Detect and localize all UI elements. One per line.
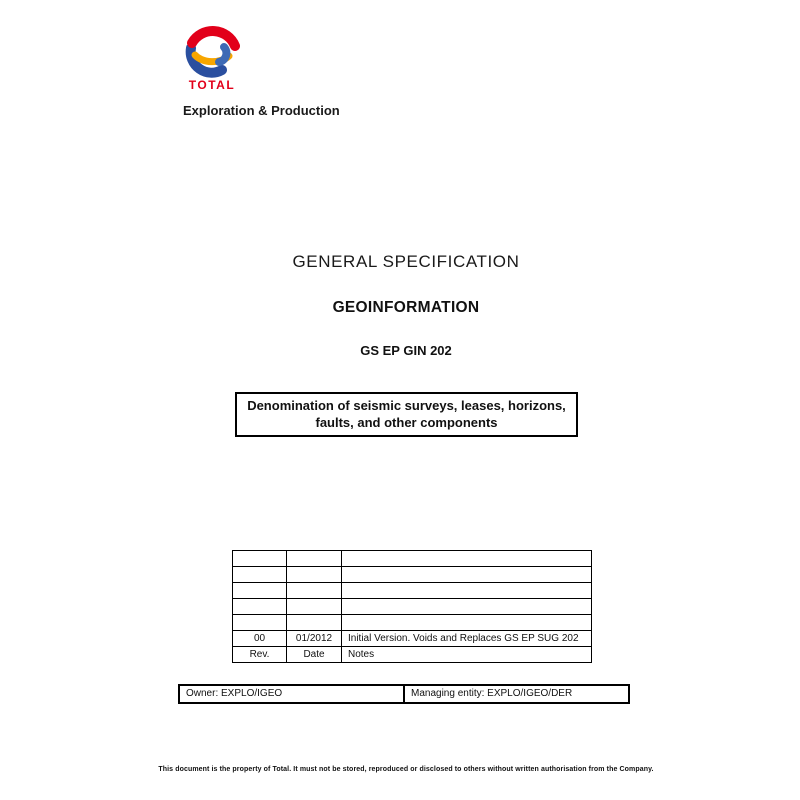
rev-cell: [233, 583, 287, 599]
confidentiality-notice: This document is the property of Total. It must not be stored, reproduced or disclosed to others without written authorisation from the Company.: [158, 766, 654, 773]
total-logo-globe-icon: [184, 24, 240, 78]
date-cell: 01/2012: [287, 631, 342, 647]
notes-cell: [342, 599, 592, 615]
owner-cell: Owner: EXPLO/IGEO: [180, 686, 405, 702]
table-row: [233, 631, 592, 647]
subject-line-1: Denomination of seismic surveys, leases, horizons,: [247, 398, 566, 413]
table-row: [233, 599, 592, 615]
table-row: [233, 583, 592, 599]
notes-cell: [342, 615, 592, 631]
table-row: [233, 615, 592, 631]
date-header-cell: Date: [287, 647, 342, 663]
revision-table: [232, 550, 592, 663]
table-row: [233, 551, 592, 567]
date-cell: [287, 567, 342, 583]
notes-cell: Initial Version. Voids and Replaces GS EP SUG 202: [342, 631, 592, 647]
rev-cell: [233, 615, 287, 631]
table-row: [233, 567, 592, 583]
total-wordmark: TOTAL: [188, 78, 236, 92]
date-cell: [287, 615, 342, 631]
notes-cell: [342, 551, 592, 567]
logo-red-ribbon: [192, 31, 235, 46]
rev-cell: [233, 567, 287, 583]
logo-center-ribbon: [219, 47, 226, 62]
date-cell: [287, 599, 342, 615]
table-header-row: [233, 647, 592, 663]
subject-box: [235, 392, 578, 437]
date-cell: [287, 583, 342, 599]
doc-code: GS EP GIN 202: [360, 343, 452, 358]
subject-line-2: faults, and other components: [315, 415, 498, 430]
rev-cell: [233, 551, 287, 567]
rev-cell: 00: [233, 631, 287, 647]
notes-cell: [342, 583, 592, 599]
rev-cell: [233, 599, 287, 615]
notes-header-cell: Notes: [342, 647, 592, 663]
doc-type-title: GENERAL SPECIFICATION: [292, 252, 520, 271]
managing-entity-cell: Managing entity: EXPLO/IGEO/DER: [411, 688, 573, 699]
notes-cell: [342, 567, 592, 583]
division-label: Exploration & Production: [183, 103, 340, 118]
ownership-bar: [178, 684, 630, 704]
discipline-title: GEOINFORMATION: [332, 299, 480, 316]
rev-header-cell: Rev.: [233, 647, 287, 663]
date-cell: [287, 551, 342, 567]
